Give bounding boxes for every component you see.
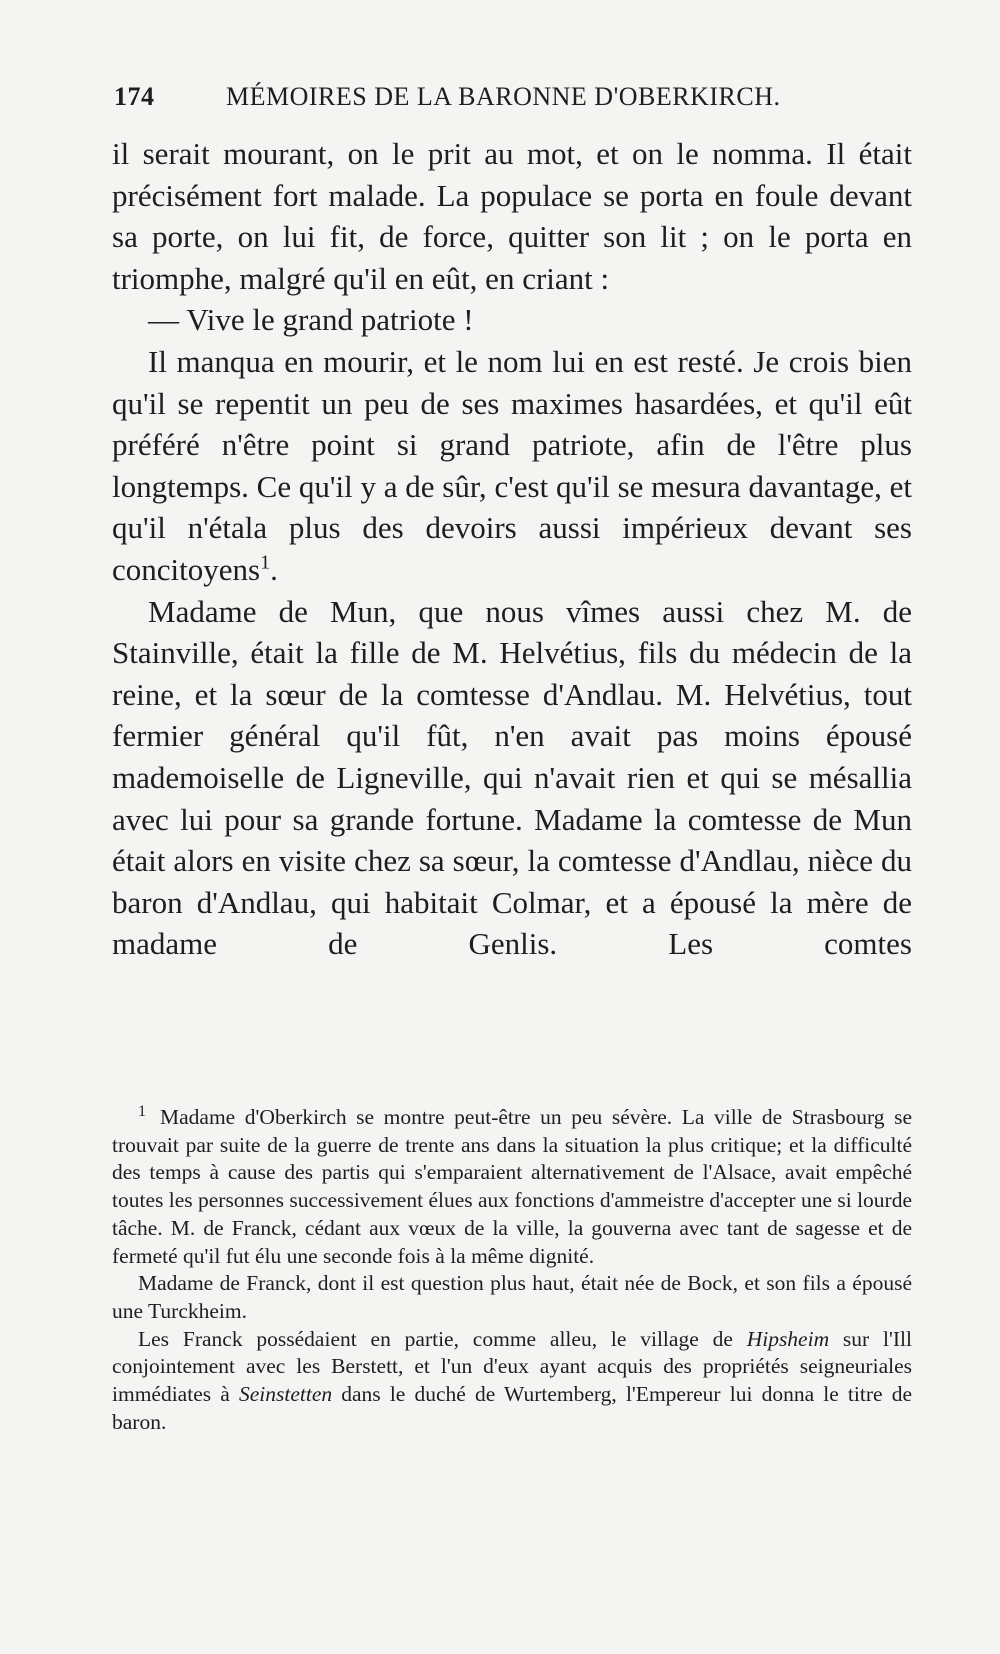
paragraph-exclamation: — Vive le grand patriote ! bbox=[148, 302, 474, 338]
paragraph-patriot-text: Il manqua en mourir, et le nom lui en est resté. Je crois bien qu'il se repentit un peu de ses maximes hasardées, et qu'il eût préféré n'être point si grand patriote, afin de l'être plus longtemps. Ce qu'il y a de sûr, c'est qu'il se mesura davantage, et qu'il n'étala plus des devoirs aussi impérieux devant ses concitoyens bbox=[112, 343, 912, 587]
footnote-1-text: Madame d'Oberkirch se montre peut-être un peu sévère. La ville de Strasbourg se trouvait par suite de la guerre de trente ans dans la situation la plus critique; et la difficulté des temps à cause des partis qui s'emparaient alternativement de l'Alsace, avait empêché toutes les personnes successivement élues aux fonctions d'ammeistre d'accepter une si lourde tâche. M. de Franck, cédant aux vœux de la ville, la gouverna avec tant de sagesse et de fermeté qu'il fut élu une seconde fois à la même dignité. bbox=[112, 1105, 913, 1268]
page-header bbox=[114, 82, 914, 116]
footnotes bbox=[112, 1104, 912, 1436]
main-text bbox=[112, 133, 912, 965]
running-title: MÉMOIRES DE LA BARONNE D'OBERKIRCH. bbox=[226, 82, 781, 111]
footnote-franck-family bbox=[112, 1326, 912, 1437]
footnote-franck-wife: Madame de Franck, dont il est question plus haut, était née de Bock, et son fils a épousé une Turckheim. bbox=[112, 1271, 912, 1323]
paragraph-patriot-end: . bbox=[270, 551, 278, 587]
place-name-seinstetten: Seinstetten bbox=[238, 1382, 333, 1407]
footnote-franck-text-b: sur l'Ill conjointement avec les Berstett, et l'un d'eux ayant acquis des propriétés seigneuriales immédiates à bbox=[112, 1326, 912, 1407]
footnote-1 bbox=[112, 1104, 912, 1270]
paragraph-patriot bbox=[112, 341, 912, 591]
page-number: 174 bbox=[114, 82, 155, 111]
footnote-number: 1 bbox=[138, 1102, 146, 1120]
footnote-reference: 1 bbox=[260, 551, 271, 574]
footnote-franck-text-c: dans le duché de Wurtemberg, l'Empereur lui donna le titre de baron. bbox=[112, 1382, 913, 1434]
paragraph-mun: Madame de Mun, que nous vîmes aussi chez M. de Stainville, était la fille de M. Helvétius, fils du médecin de la reine, et la sœur de la comtesse d'Andlau. M. Helvétius, tout fermier général qu'il fût, n'en avait pas moins épousé mademoiselle de Ligneville, qui n'avait rien et qui se mésallia avec lui pour sa grande fortune. Madame la comtesse de Mun était alors en visite chez sa sœur, la comtesse d'Andlau, nièce du baron d'Andlau, qui habitait Colmar, et a épousé la mère de madame de Genlis. Les comtes bbox=[112, 593, 912, 962]
footnote-franck-text-a: Les Franck possédaient en partie, comme alleu, le village de bbox=[138, 1326, 747, 1351]
place-name-hipsheim: Hipsheim bbox=[746, 1326, 830, 1351]
paragraph-continued: il serait mourant, on le prit au mot, et on le nomma. Il était précisément fort malade. La populace se porta en foule devant sa porte, on lui fit, de force, quitter son lit ; on le porta en triomphe, malgré qu'il en eût, en criant : bbox=[112, 136, 912, 296]
